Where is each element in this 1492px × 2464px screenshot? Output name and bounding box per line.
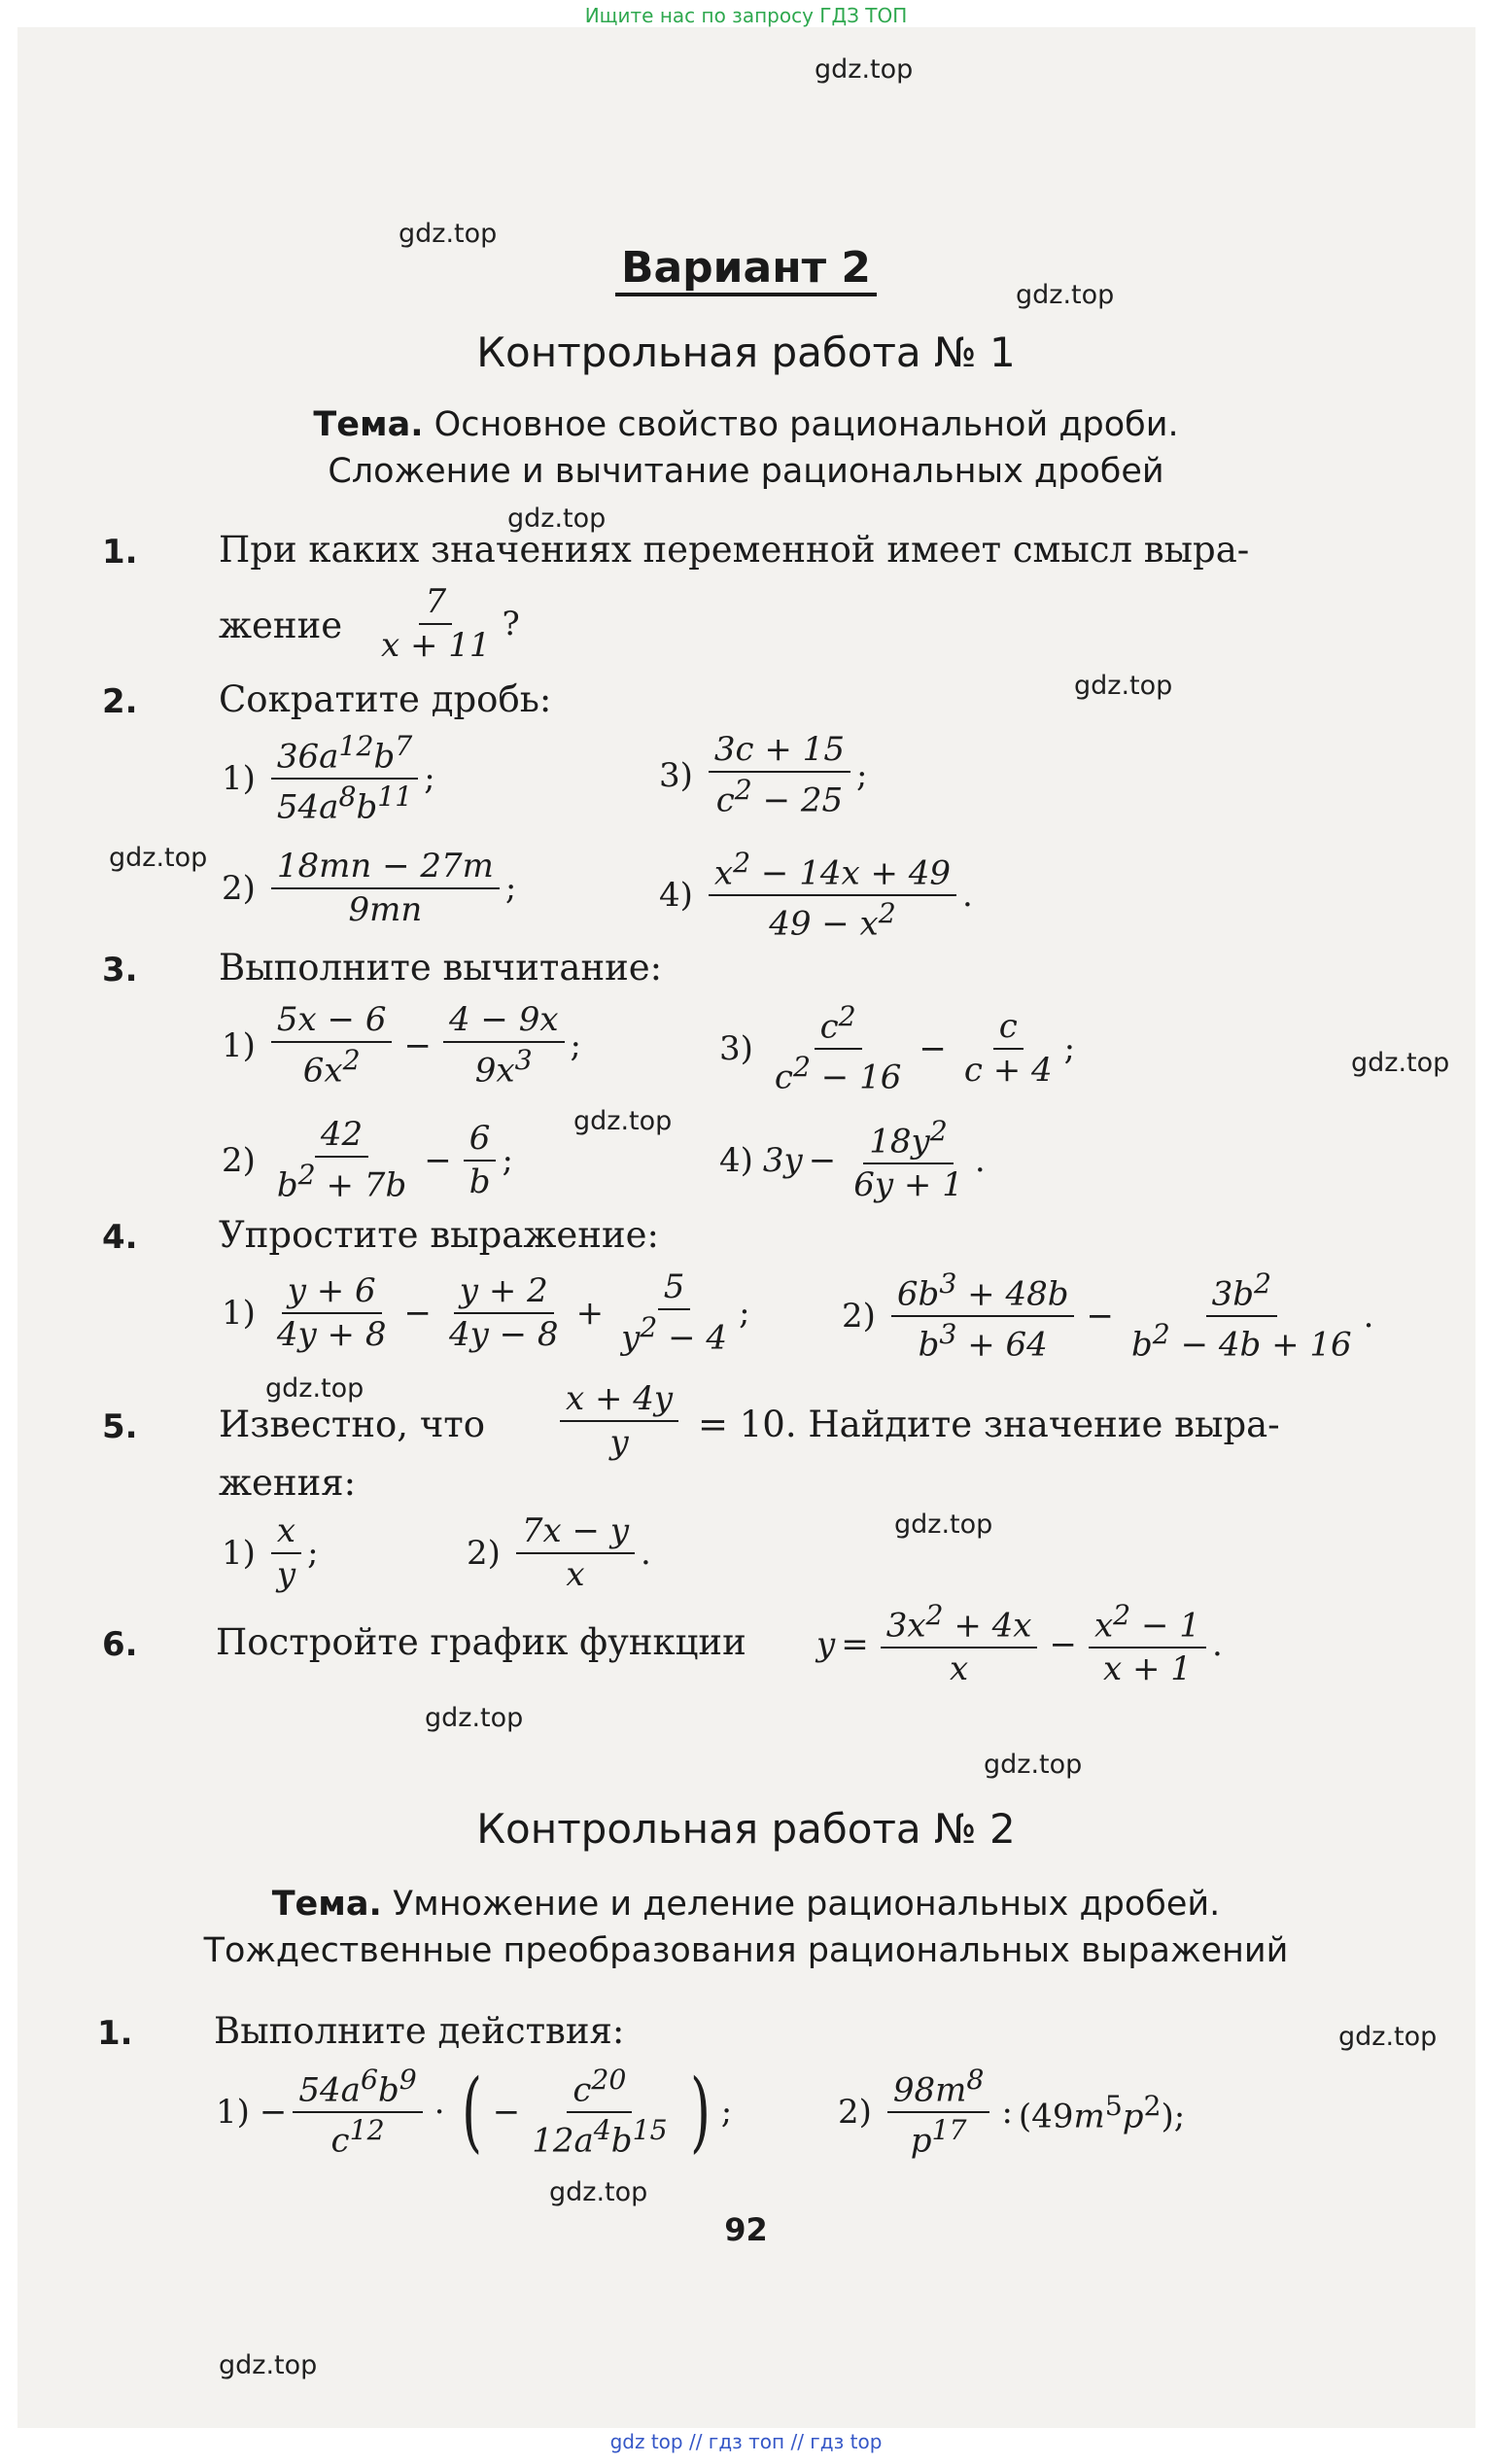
expression: 2) $\frac{7x - y}{x}$ . xyxy=(467,1511,651,1595)
test1-title: Контрольная работа № 1 xyxy=(476,329,1016,376)
theme-label: Тема. xyxy=(271,1885,382,1924)
top-banner-link[interactable]: Ищите нас по запросу ГДЗ ТОП xyxy=(584,4,908,27)
expression: 1) $\frac{5x - 6}{6x^2}$ − $\frac{4 - 9x}{9x^3}$ ; xyxy=(222,1000,581,1091)
task-number: 4. xyxy=(102,1218,138,1257)
watermark: gdz.top xyxy=(1338,2022,1438,2052)
watermark: gdz.top xyxy=(399,219,498,249)
watermark: gdz.top xyxy=(1351,1048,1450,1078)
watermark: gdz.top xyxy=(1016,280,1115,310)
task-text: = 10. Найдите значение выра- xyxy=(698,1404,1280,1445)
expression: 2) $\frac{98m^8}{p^{17}}$ : $(49m^5p^2)$; xyxy=(838,2064,1186,2161)
task-text: жения: xyxy=(219,1462,357,1504)
expression: 2) $\frac{6b^3 + 48b}{b^3 + 64}$ − $\frac{3b^2}{b^2 - 4b + 16}$ . xyxy=(842,1267,1374,1365)
test2-title: Контрольная работа № 2 xyxy=(476,1805,1016,1853)
theme-label: Тема. xyxy=(313,405,424,444)
expression: y = $\frac{3x^2 + 4x}{x}$ − $\frac{x^2 - 1}{x + 1}$ . xyxy=(816,1599,1223,1689)
theme-line2: Тождественные преобразования рациональных выражений xyxy=(203,1931,1289,1970)
theme-line1: Умножение и деление рациональных дробей. xyxy=(392,1885,1221,1924)
expression: 4) 3y − $\frac{18y^2}{6y + 1}$ . xyxy=(719,1115,986,1205)
variant-heading: Вариант 2 xyxy=(0,243,1492,293)
expression: $\frac{x + 4y}{y}$ xyxy=(554,1380,684,1462)
task-number: 1. xyxy=(102,533,138,572)
bottom-banner-link[interactable]: gdz top // гдз топ // гдз top xyxy=(609,2430,883,2453)
watermark: gdz.top xyxy=(265,1373,364,1404)
expression: 1) $\frac{y + 6}{4y + 8}$ − $\frac{y + 2}{4y - 8}$ + $\frac{5}{y^2 - 4}$ ; xyxy=(222,1267,750,1358)
page-number: 92 xyxy=(724,2211,768,2248)
watermark: gdz.top xyxy=(549,2177,648,2207)
watermark: gdz.top xyxy=(109,843,208,873)
expression: 3) $\frac{3c + 15}{c^2 - 25}$ ; xyxy=(659,730,868,820)
expression: 1) $\frac{x}{y}$ ; xyxy=(222,1511,319,1595)
expression: 1) $\frac{36a^{12}b^7}{54a^8b^{11}}$ ; xyxy=(222,730,435,827)
task-number: 5. xyxy=(102,1407,138,1446)
expression: $\frac{7}{x + 11}$ ? xyxy=(381,582,520,666)
task-text: При каких значениях переменной имеет смысл выра- xyxy=(219,529,1250,571)
task-number: 6. xyxy=(102,1625,138,1664)
watermark: gdz.top xyxy=(507,503,607,534)
expression: 3) $\frac{c^2}{c^2 - 16}$ − $\frac{c}{c + 4}$ ; xyxy=(719,1000,1076,1097)
watermark: gdz.top xyxy=(425,1703,524,1733)
watermark: gdz.top xyxy=(894,1510,993,1540)
task-text: Упростите выражение: xyxy=(219,1214,659,1256)
expression: 2) $\frac{18mn - 27m}{9mn}$ ; xyxy=(222,847,517,930)
task-text: Известно, что xyxy=(219,1404,486,1445)
task-text: Постройте график функции xyxy=(216,1621,746,1663)
task-text: жение xyxy=(219,605,343,646)
expression: 1) − $\frac{54a^6b^9}{c^{12}}$ · ( − $\frac{c^{20}}{12a^4b^{15}}$ ) ; xyxy=(216,2061,733,2164)
watermark: gdz.top xyxy=(219,2350,318,2380)
task-number: 1. xyxy=(97,2014,133,2053)
expression: 4) $\frac{x^2 - 14x + 49}{49 - x^2}$ . xyxy=(659,847,973,944)
task-number: 3. xyxy=(102,951,138,989)
expression: 2) $\frac{42}{b^2 + 7b}$ − $\frac{6}{b}$ ; xyxy=(222,1115,513,1205)
task-text: Выполните вычитание: xyxy=(219,947,663,989)
task-number: 2. xyxy=(102,682,138,721)
theme-line1: Основное свойство рациональной дроби. xyxy=(434,405,1179,444)
test2-theme xyxy=(0,1881,1492,1974)
task-text: Выполните действия: xyxy=(214,2010,625,2052)
task-text: Сократите дробь: xyxy=(219,678,552,720)
watermark: gdz.top xyxy=(1074,671,1173,701)
watermark: gdz.top xyxy=(984,1750,1083,1780)
watermark: gdz.top xyxy=(573,1106,673,1136)
test1-theme xyxy=(0,401,1492,495)
theme-line2: Сложение и вычитание рациональных дробей xyxy=(328,452,1164,491)
watermark: gdz.top xyxy=(815,54,914,85)
